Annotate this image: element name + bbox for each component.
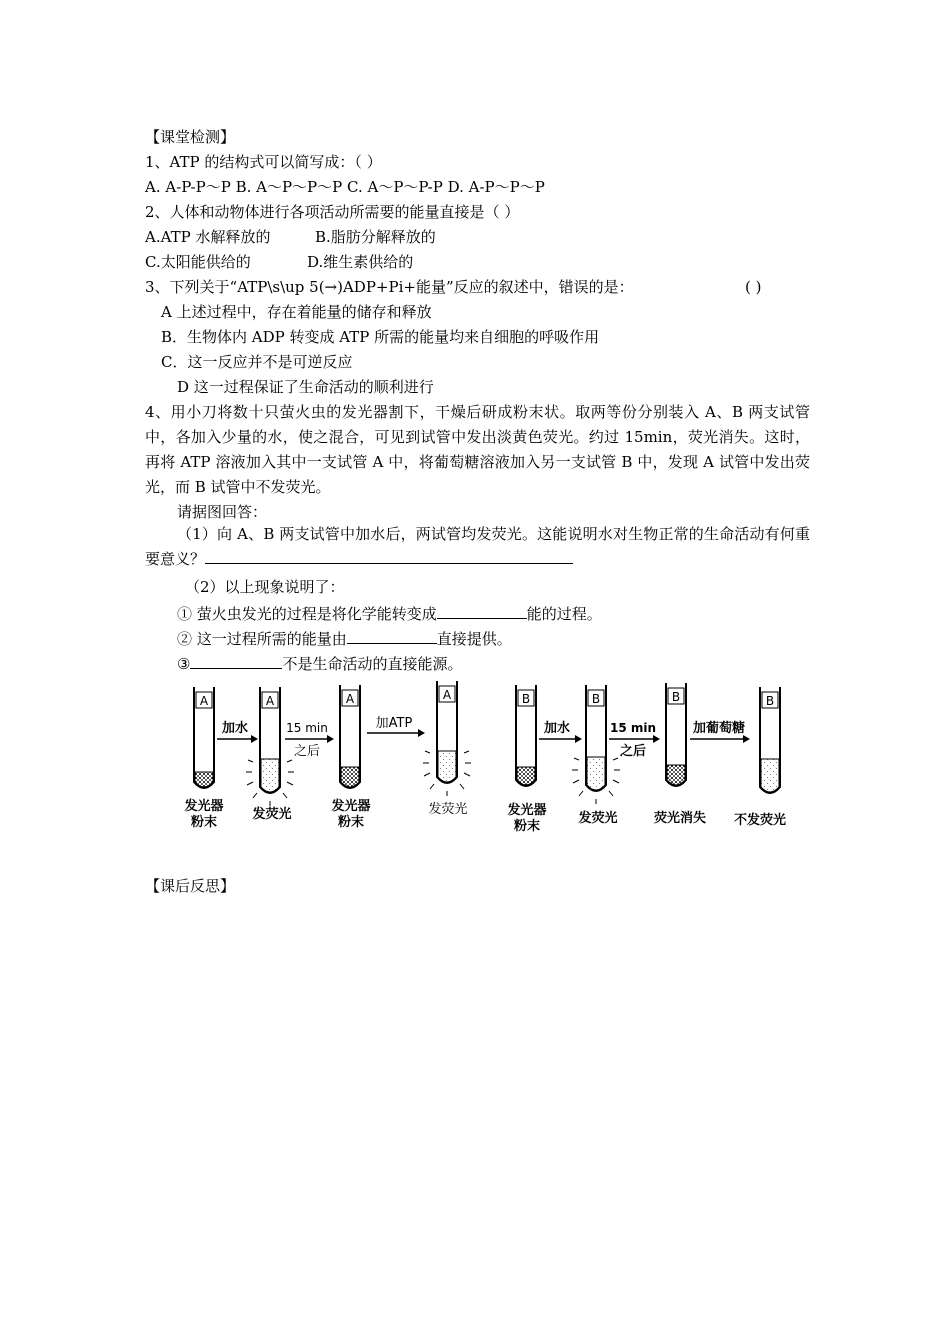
tube-a-faded	[340, 685, 360, 788]
q1-options: A. A-P-P～P B. A～P～P～P C. A～P～P-P D. A-P～P～P	[145, 178, 545, 196]
tube-a-powder	[194, 687, 214, 788]
label-add-water-b: 加水	[543, 721, 571, 736]
section-heading-check: 【课堂检测】	[145, 128, 236, 146]
tube-b-no-glow	[760, 687, 780, 793]
tube-b-faded	[666, 683, 686, 786]
arrow-add-glucose	[690, 720, 750, 743]
tube-b-faded-label: B	[671, 690, 681, 704]
arrow-add-water-a	[217, 720, 258, 743]
q2-option-a: A.ATP 水解释放的	[145, 228, 271, 246]
tube-a-faded-label: A	[345, 692, 355, 706]
q4-s2-post: 直接提供。	[436, 630, 512, 648]
q4-s1-answer-blank[interactable]	[437, 602, 527, 619]
q4-sub1-text: （1）向 A、B 两支试管中加水后，两试管均发荧光。这能说明水对生物正常的生命活动有何重要意义？	[145, 525, 810, 568]
q4-s1	[177, 602, 602, 624]
q3-option-c: C．这一反应并不是可逆反应	[161, 353, 353, 371]
caption-powder-b-1: 发光器	[507, 803, 547, 818]
q4-stem: 4、用小刀将数十只萤火虫的发光器割下，干燥后研成粉末状。取两等份分别装入 A、B 两支试管中，各加入少量的水，使之混合，可见到试管中发出淡黄色荧光。约过 15min，荧光消失。这时，再将 ATP 溶液加入其中一支试管 A 中，将葡萄糖溶液加入另一支试管 B 中，发现 A 试管中发出荧光，而 B 试管中不发荧光。	[145, 403, 810, 496]
tube-a-label: A	[199, 694, 209, 708]
tube-b-glow	[572, 685, 620, 804]
label-wait-b-1: 15 min	[609, 721, 657, 735]
tube-a-atp-glow	[423, 681, 471, 796]
q2-stem: 2、人体和动物体进行各项活动所需要的能量直接是（ ）	[145, 203, 520, 221]
caption-powder-a-2: 粉末	[190, 815, 218, 830]
experiment-figure	[175, 677, 795, 837]
caption-powder-a2-1: 发光器	[331, 799, 371, 814]
q4-s3-post: 不是生命活动的直接能源。	[282, 655, 463, 673]
arrow-add-atp	[367, 715, 425, 737]
q4-sub1-answer-blank[interactable]	[205, 547, 573, 564]
label-add-glucose: 加葡萄糖	[692, 721, 746, 736]
q2-option-d: D.维生素供给的	[307, 253, 414, 271]
q4-s2-answer-blank[interactable]	[347, 627, 437, 644]
q3-stem: 3、下列关于“ATP\s\up 5(→)ADP+Pi+能量”反应的叙述中，错误的是：	[145, 278, 634, 296]
q3-answer-paren: ( )	[745, 278, 762, 296]
q4-s3-answer-blank[interactable]	[190, 652, 282, 669]
caption-powder-a-1: 发光器	[184, 799, 224, 814]
caption-fade-b: 荧光消失	[653, 811, 707, 826]
label-add-water-a: 加水	[221, 721, 249, 736]
caption-atp-glow: 发荧光	[428, 802, 468, 817]
caption-powder-a2-2: 粉末	[337, 815, 365, 830]
section-heading-reflect: 【课后反思】	[145, 877, 236, 895]
q2-option-c: C.太阳能供给的	[145, 253, 251, 271]
q4-s2-pre: ② 这一过程所需的能量由	[177, 630, 347, 648]
arrow-add-water-b	[539, 720, 582, 743]
tube-a-glow	[246, 687, 294, 806]
caption-glow-b: 发荧光	[578, 811, 618, 826]
tube-b-label: B	[521, 692, 531, 706]
q3-option-b: B．生物体内 ADP 转变成 ATP 所需的能量均来自细胞的呼吸作用	[161, 328, 600, 346]
tube-b-glow-label: B	[591, 692, 601, 706]
label-add-atp: 加ATP	[375, 716, 413, 731]
q2-option-b: B.脂肪分解释放的	[315, 228, 436, 246]
arrow-wait-a	[285, 721, 334, 759]
caption-no-glow-b: 不发荧光	[733, 813, 787, 828]
tube-b-powder	[516, 685, 536, 786]
q4-sub1	[145, 522, 810, 572]
label-wait-a-1: 15 min	[286, 721, 328, 735]
q4-prompt: 请据图回答：	[177, 503, 268, 521]
arrow-wait-b	[609, 721, 660, 759]
q4-s1-pre: ① 萤火虫发光的过程是将化学能转变成	[177, 605, 437, 623]
q4-s2	[177, 627, 512, 649]
q1-stem: 1、ATP 的结构式可以简写成：（ ）	[145, 153, 382, 171]
q3-option-a: A 上述过程中，存在着能量的储存和释放	[161, 303, 432, 321]
label-wait-b-2: 之后	[619, 744, 647, 759]
tube-a-atp-label: A	[442, 688, 452, 702]
caption-glow-a: 发荧光	[252, 807, 292, 822]
q4-s1-post: 能的过程。	[526, 605, 602, 623]
label-wait-a-2: 之后	[293, 744, 321, 759]
caption-powder-b-2: 粉末	[513, 819, 541, 834]
tube-b-no-glow-label: B	[765, 694, 775, 708]
q4-sub2-intro: （2）以上现象说明了：	[185, 578, 345, 596]
tube-a-glow-label: A	[265, 694, 275, 708]
q4-s3-pre: ③	[177, 655, 191, 673]
q4-s3	[177, 652, 462, 674]
q3-option-d: D 这一过程保证了生命活动的顺利进行	[177, 378, 434, 396]
